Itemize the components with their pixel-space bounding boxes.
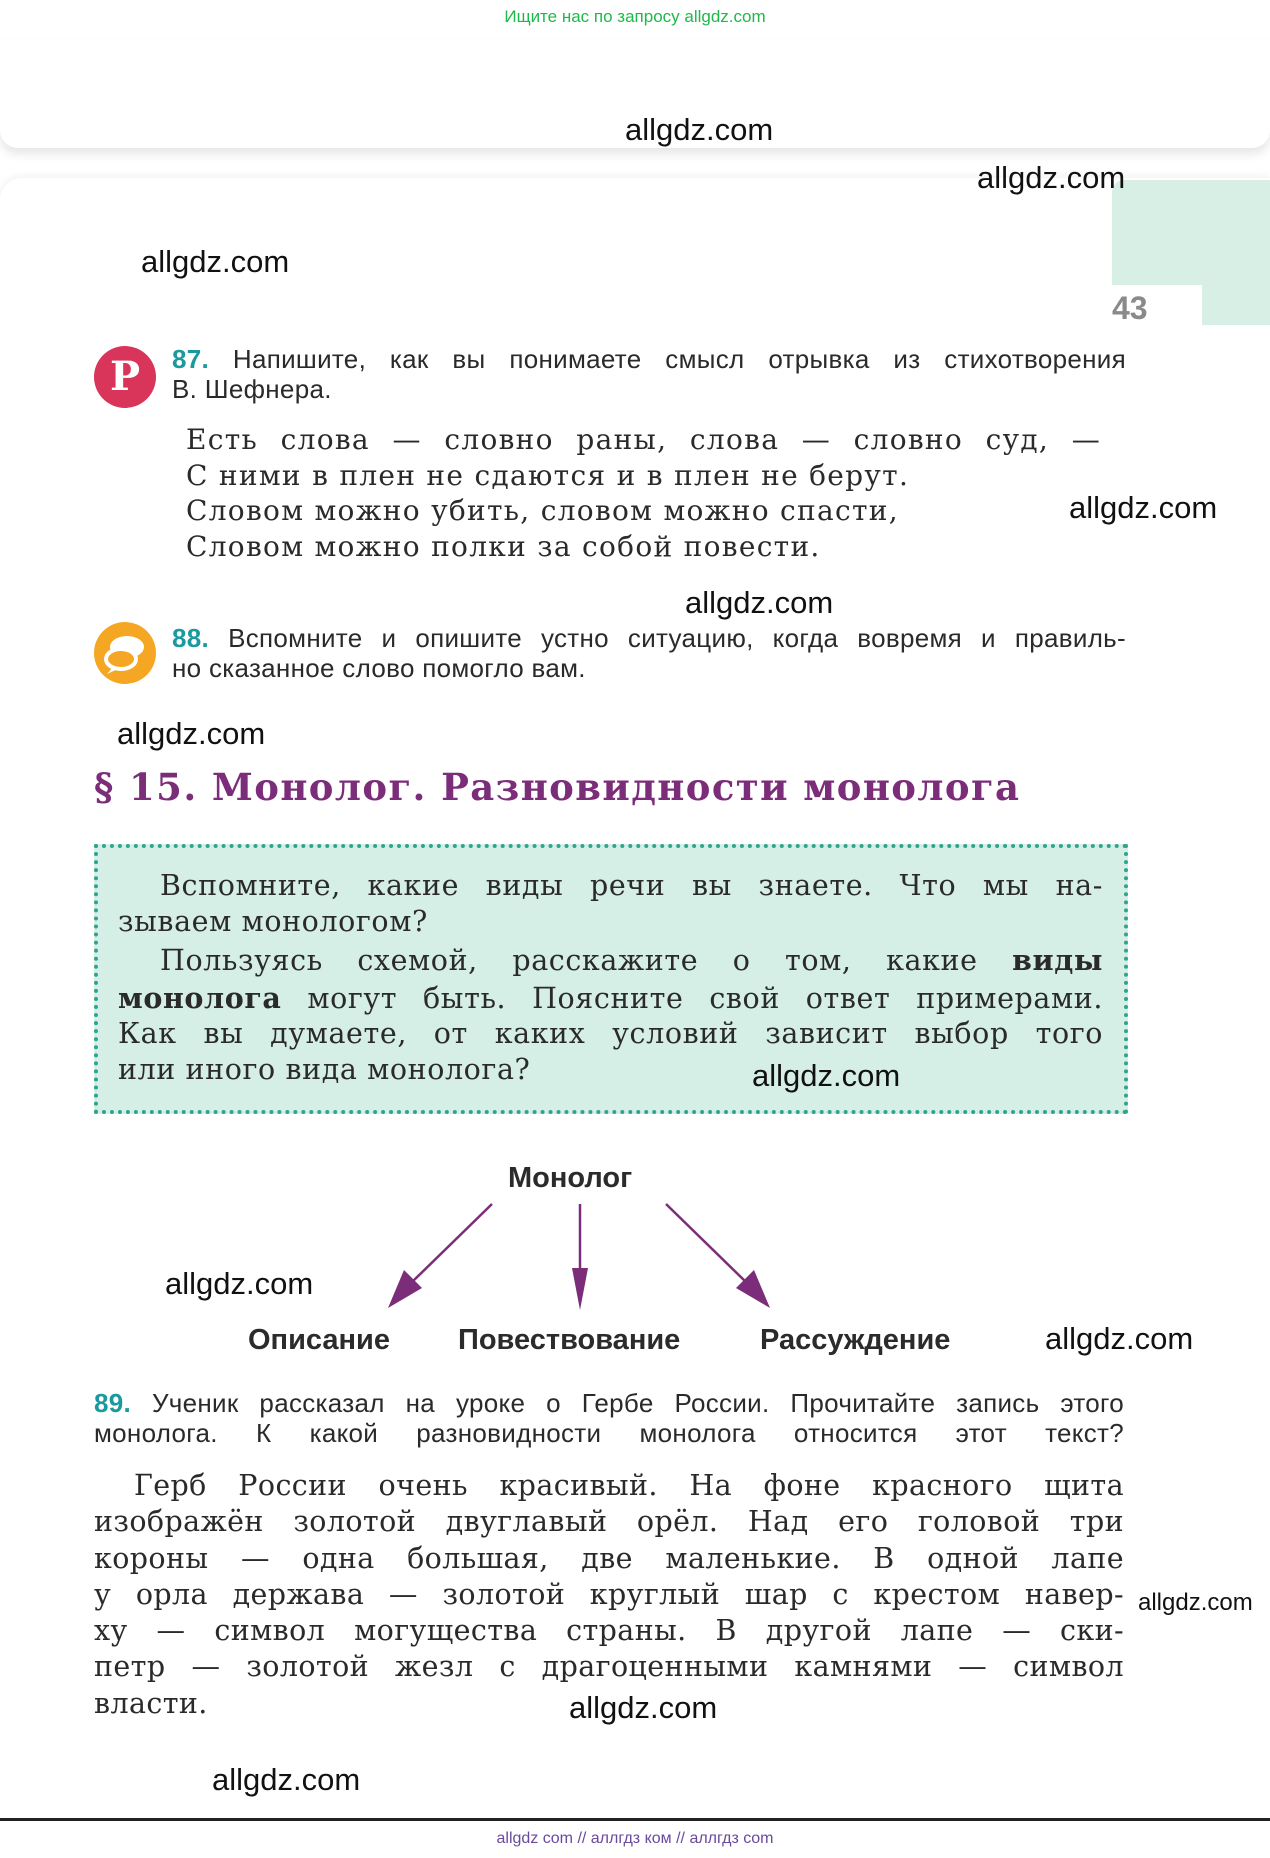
watermark: allgdz.com <box>1045 1321 1194 1356</box>
exercise-87-text: Напишите, как вы понимаете смысл отрывка из стихотворения <box>232 344 1126 374</box>
poem-line: Словом можно убить, словом можно спасти, <box>186 494 899 527</box>
watermark: allgdz.com <box>165 1266 314 1301</box>
diagram-child-description: Описание <box>248 1324 390 1356</box>
bottom-banner[interactable]: allgdz com // аллгдз ком // аллгдз com <box>496 1830 774 1847</box>
watermark: allgdz.com <box>685 585 834 620</box>
top-banner[interactable]: Ищите нас по запросу allgdz.com <box>504 7 766 26</box>
question-box-text: могут быть. Поясните свой ответ примерами. <box>281 982 1103 1015</box>
exercise-88-line2: но сказанное слово помогло вам. <box>172 653 586 683</box>
watermark: allgdz.com <box>117 716 266 751</box>
poem-line: Словом можно полки за собой повести. <box>186 530 821 563</box>
exercise-89-line2: монолога. К какой разновидности монолога относится этот текст? <box>94 1418 1124 1448</box>
watermark: allgdz.com <box>1138 1589 1253 1616</box>
exercise-89-body-line: у орла держава — золотой круглый шар с крестом навер- <box>94 1578 1124 1611</box>
exercise-89-line1 <box>94 1388 1124 1419</box>
watermark: allgdz.com <box>977 160 1126 195</box>
exercise-89-body-line: изображён золотой двуглавый орёл. Над его головой три <box>94 1505 1124 1538</box>
watermark: allgdz.com <box>752 1058 901 1093</box>
question-box-line: Вспомните, какие виды речи вы знаете. Что мы на- <box>160 869 1103 902</box>
question-box-line: или иного вида монолога? <box>118 1053 531 1086</box>
watermark: allgdz.com <box>141 244 290 279</box>
exercise-88-text: Вспомните и опишите устно ситуацию, когда вовремя и правиль- <box>228 623 1126 653</box>
poem-line: Есть слова — словно раны, слова — словно суд, — <box>186 423 1101 456</box>
exercise-89-body-line: Герб России очень красивый. На фоне красного щита <box>134 1469 1124 1502</box>
bottom-divider <box>0 1818 1270 1821</box>
exercise-89-text: Ученик рассказал на уроке о Гербе России. Прочитайте запись этого <box>151 1388 1124 1418</box>
poem-line: С ними в плен не сдаются и в плен не берут. <box>186 459 910 492</box>
exercise-89-body-line: петр — золотой жезл с драгоценными камнями — символ <box>94 1650 1124 1683</box>
question-box-bold: монолога <box>118 981 282 1015</box>
question-box-line: зываем монологом? <box>118 905 428 938</box>
watermark: allgdz.com <box>569 1690 718 1725</box>
exercise-number: 89. <box>94 1388 132 1418</box>
exercise-87-line2: В. Шефнера. <box>172 374 332 404</box>
exercise-89-body-line: власти. <box>94 1687 208 1720</box>
written-task-icon: P <box>94 346 156 408</box>
question-box-text: Пользуясь схемой, расскажите о том, какие <box>160 944 1013 977</box>
exercise-number: 87. <box>172 344 210 374</box>
diagram-child-reasoning: Рассуждение <box>760 1324 951 1356</box>
section-title: § 15. Монолог. Разновидности монолога <box>94 765 1021 809</box>
diagram-root: Монолог <box>508 1162 633 1194</box>
diagram-child-narration: Повествование <box>458 1324 681 1356</box>
question-box-line: Как вы думаете, от каких условий зависит выбор того <box>118 1017 1103 1050</box>
question-box-bold: виды <box>1012 943 1103 977</box>
exercise-89-body-line: короны — одна большая, две маленькие. В одной лапе <box>94 1542 1124 1575</box>
exercise-89-body-line: ху — символ могущества страны. В другой лапе — ски- <box>94 1614 1124 1647</box>
watermark: allgdz.com <box>625 112 774 147</box>
page-number: 43 <box>1112 290 1148 326</box>
watermark: allgdz.com <box>212 1762 361 1797</box>
exercise-number: 88. <box>172 623 210 653</box>
watermark: allgdz.com <box>1069 490 1218 525</box>
